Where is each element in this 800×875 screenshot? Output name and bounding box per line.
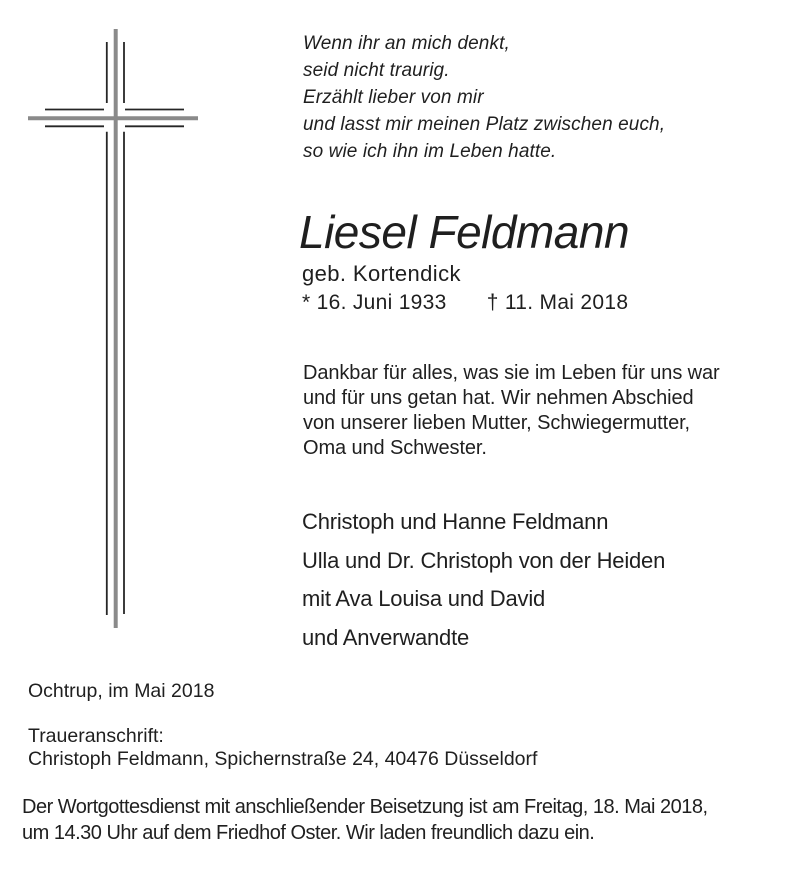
poem-line: Wenn ihr an mich denkt, (303, 33, 510, 54)
mourner-line: mit Ava Louisa und David (302, 586, 546, 611)
birth-date: * 16. Juni 1933 (302, 291, 447, 314)
poem-line: und lasst mir meinen Platz zwischen euch, (303, 114, 666, 135)
memorial-poem (303, 30, 665, 165)
tribute-line: von unserer lieben Mutter, Schwiegermutter, (303, 412, 691, 434)
memorial-cross-icon (0, 0, 220, 650)
mourning-address: Christoph Feldmann, Spichernstraße 24, 40476 Düsseldorf (28, 747, 538, 770)
death-date: † 11. Mai 2018 (486, 291, 629, 314)
place-and-date: Ochtrup, im Mai 2018 (28, 680, 215, 702)
tribute-line: und für uns getan hat. Wir nehmen Abschied (303, 387, 694, 409)
tribute-line: Dankbar für alles, was sie im Leben für uns war (303, 362, 720, 384)
service-line: um 14.30 Uhr auf dem Friedhof Oster. Wir laden freundlich dazu ein. (22, 822, 595, 844)
poem-line: so wie ich ihn im Leben hatte. (303, 141, 557, 162)
mourner-line: Ulla und Dr. Christoph von der Heiden (302, 547, 666, 573)
life-dates (302, 290, 628, 316)
mourning-address-block (28, 725, 537, 770)
tribute-text (303, 361, 720, 461)
mourner-line: Christoph und Hanne Feldmann (302, 509, 609, 534)
mourner-line: und Anverwandte (302, 624, 470, 650)
deceased-name: Liesel Feldmann (299, 206, 630, 258)
service-line: Der Wortgottesdienst mit anschließender Beisetzung ist am Freitag, 18. Mai 2018, (22, 796, 708, 818)
maiden-name: geb. Kortendick (302, 261, 461, 286)
mourning-address-label: Traueranschrift: (28, 725, 164, 747)
service-information (22, 794, 708, 846)
poem-line: seid nicht traurig. (303, 60, 450, 81)
mourners-list (302, 503, 665, 657)
tribute-line: Oma und Schwester. (303, 437, 487, 459)
poem-line: Erzählt lieber von mir (303, 87, 484, 108)
